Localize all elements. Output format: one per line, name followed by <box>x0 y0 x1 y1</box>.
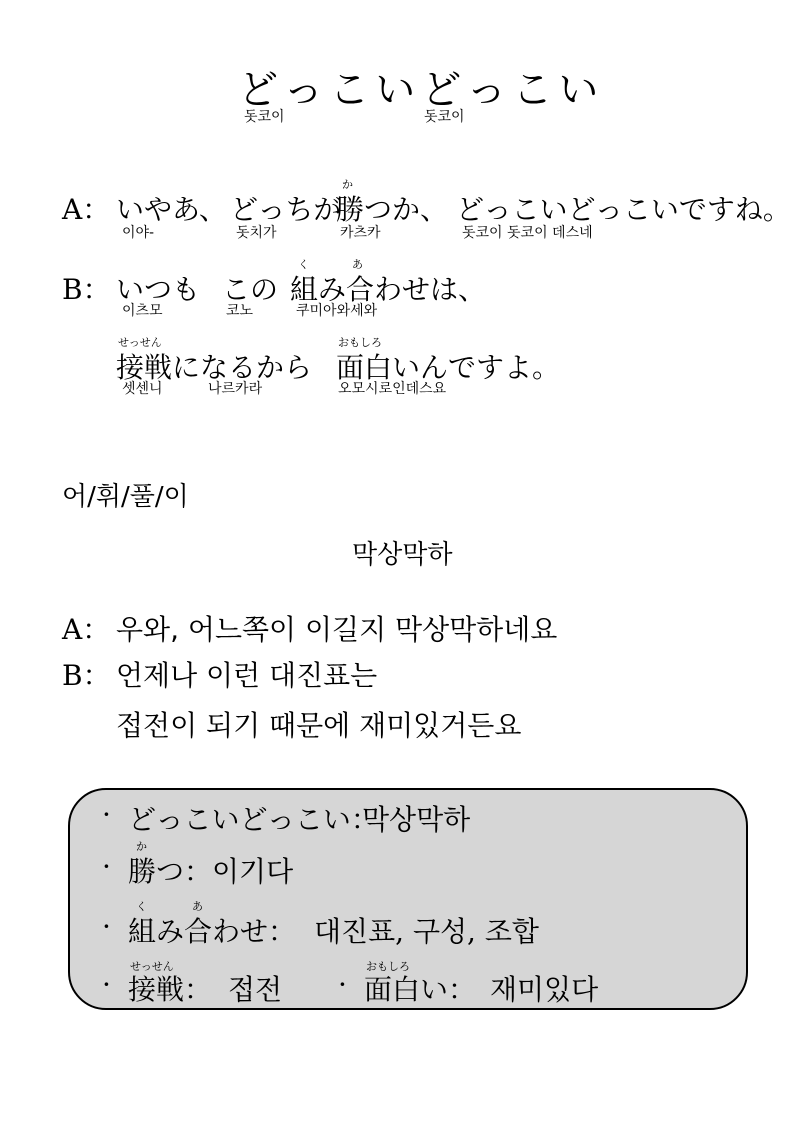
glossary-ruby-5: おもしろ <box>366 960 410 973</box>
kr-line-b2: 접전이 되기 때문에 재미있거든요 <box>116 709 522 742</box>
glossary-ruby-2: か <box>136 840 147 853</box>
line-a-reading-2: 돗치가 <box>236 225 277 241</box>
ruby-sessen: せっせん <box>118 336 162 349</box>
speaker-a: A： <box>62 193 111 226</box>
line-b1-reading-3: 쿠미아와세와 <box>296 303 378 319</box>
title-reading-2: 돗코이 <box>424 109 465 125</box>
glossary-ruby-3b: あ <box>192 900 203 913</box>
glossary-meaning-1: 막상막하 <box>362 803 471 836</box>
line-b2-reading-3: 오모시로인데스요 <box>338 381 447 397</box>
glossary-bullet-4: · <box>102 968 111 1001</box>
glossary-meaning-4: 접전 <box>228 973 283 1006</box>
glossary-ruby-3a: く <box>136 900 147 913</box>
glossary-term-2: 勝つ： <box>128 855 213 888</box>
line-a-seg-5: どっこいどっこいですね。 <box>456 193 791 226</box>
line-a-reading-3: 카츠카 <box>340 225 381 241</box>
vocab-heading: 어/휘/풀/이 <box>62 482 189 512</box>
line-a-seg-3: 勝 <box>336 193 365 226</box>
line-a-seg-1: いやあ、 <box>116 193 227 226</box>
line-a-reading-4: 돗코이 돗코이 데스네 <box>462 225 593 241</box>
title-reading-1: 돗코이 <box>244 109 285 125</box>
ruby-awa: あ <box>352 258 363 271</box>
line-b2-reading-2: 나르카라 <box>208 381 263 397</box>
glossary-bullet-1: · <box>102 798 111 831</box>
kr-line-b1: 언제나 이런 대진표는 <box>116 659 378 692</box>
glossary-term-5: 面白い： <box>364 973 477 1006</box>
glossary-term-1: どっこいどっこい： <box>128 803 379 836</box>
glossary-meaning-5: 재미있다 <box>490 973 599 1006</box>
kr-speaker-b: B： <box>62 659 111 692</box>
page-title: どっこいどっこい <box>238 67 605 113</box>
glossary-term-4: 接戦： <box>128 973 213 1006</box>
ruby-kumi: く <box>298 258 309 271</box>
glossary-bullet-3: · <box>102 910 111 943</box>
speaker-b: B： <box>62 273 111 306</box>
line-b1-reading-2: 코노 <box>226 303 254 319</box>
kr-speaker-a: A： <box>62 613 111 646</box>
vocab-title: 막상막하 <box>352 540 453 570</box>
glossary-meaning-2: 이기다 <box>212 855 294 888</box>
kr-line-a: 우와, 어느쪽이 이길지 막상막하네요 <box>116 613 558 646</box>
glossary-bullet-2: · <box>102 850 111 883</box>
line-a-reading-1: 이야- <box>122 225 155 241</box>
line-b2-reading-1: 셋센니 <box>122 381 163 397</box>
line-b1-reading-1: 이츠모 <box>122 303 163 319</box>
line-b1-seg-3: 組み合わせは、 <box>290 273 487 306</box>
line-b1-seg-2: この <box>222 273 279 306</box>
line-b2-seg-2: 面白いんですよ。 <box>336 351 561 384</box>
line-a-seg-4: つか、 <box>364 193 449 226</box>
glossary-bullet-5: · <box>338 968 347 1001</box>
line-b2-seg-1: 接戦になるから <box>116 351 313 384</box>
ruby-katsu: か <box>342 178 353 191</box>
line-b1-seg-1: いつも <box>116 273 201 306</box>
line-a-seg-2: どっちが <box>230 193 342 226</box>
glossary-term-3: 組み合わせ： <box>128 915 297 948</box>
glossary-ruby-4: せっせん <box>130 960 174 973</box>
ruby-omoshiro: おもしろ <box>338 336 382 349</box>
glossary-meaning-3: 대진표, 구성, 조합 <box>314 915 539 948</box>
